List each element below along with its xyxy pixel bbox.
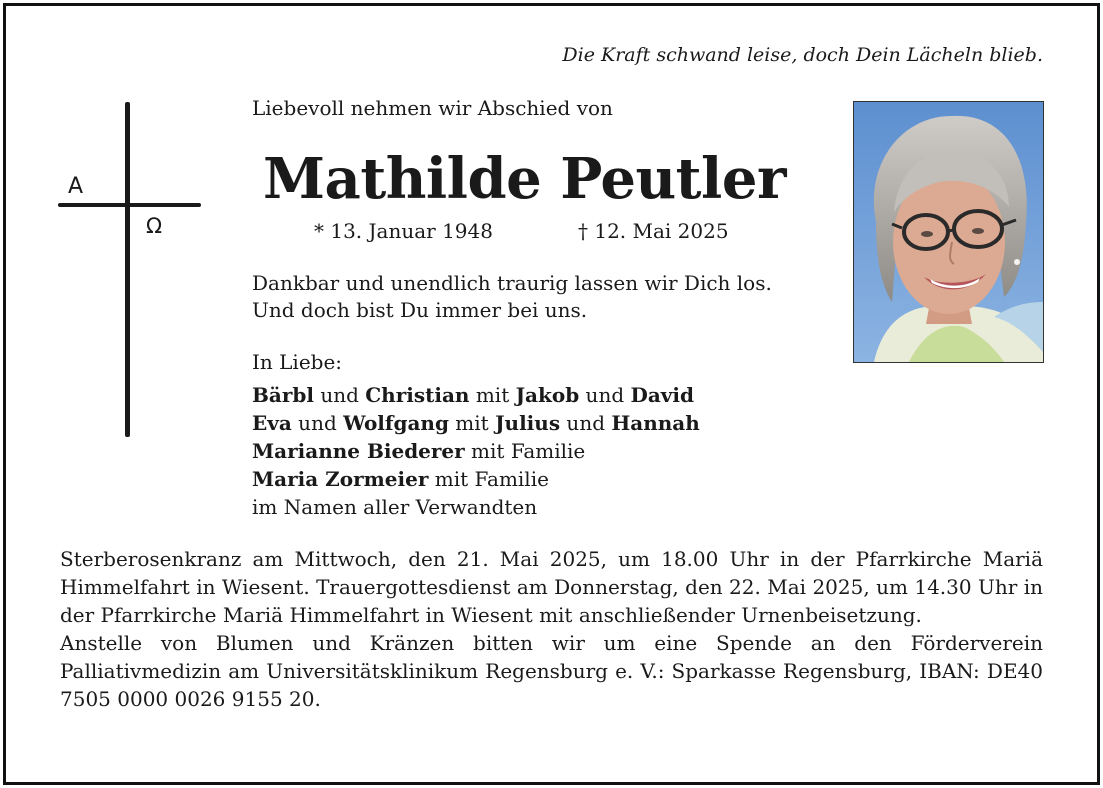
mourner-text: und <box>560 411 612 435</box>
service-details <box>60 545 1043 713</box>
cross-alpha-omega-icon <box>58 100 203 440</box>
mourner-name: Christian <box>365 383 470 407</box>
omega-symbol: Ω <box>146 214 163 238</box>
mourner-text: und <box>291 411 344 435</box>
mourner-text: mit Familie <box>464 439 586 463</box>
mourner-name: Hannah <box>611 411 700 435</box>
birth-date: * 13. Januar 1948 <box>314 219 493 243</box>
portrait-image <box>854 102 1043 362</box>
mourner-name: Bärbl <box>252 383 314 407</box>
alpha-symbol: A <box>68 174 84 199</box>
mourner-line <box>252 409 700 437</box>
cross-vertical-bar <box>125 102 130 437</box>
mourner-text: im Namen aller Verwandten <box>252 495 538 519</box>
mourner-line <box>252 381 700 409</box>
mourner-name: Marianne Biederer <box>252 439 465 463</box>
mourner-name: Eva <box>252 411 292 435</box>
mourner-text: und <box>313 383 366 407</box>
mourner-name: Maria Zormeier <box>252 467 429 491</box>
mourner-line <box>252 465 700 493</box>
intro-text: Liebevoll nehmen wir Abschied von <box>252 96 613 120</box>
mourner-text: mit <box>469 383 516 407</box>
mourners-list <box>252 381 700 521</box>
portrait-photo <box>853 101 1044 363</box>
mourner-text: und <box>579 383 631 407</box>
mourner-text: mit <box>448 411 496 435</box>
farewell-paragraph: Dankbar und unendlich traurig lassen wir Dich los. Und doch bist Du immer bei uns. <box>252 271 772 322</box>
mourner-name: David <box>630 383 694 407</box>
mourner-text: mit Familie <box>428 467 549 491</box>
donation-paragraph: Anstelle von Blumen und Kränzen bitten wir um eine Spende an den Förderverein Palliativmedizin am Universitätsklinikum Regensburg e. V.: Sparkasse Regensburg, IBAN: DE40 7505 0000 0026 9155 20. <box>60 631 1043 711</box>
death-date: † 12. Mai 2025 <box>578 219 729 243</box>
mourner-name: Jakob <box>515 383 580 407</box>
service-paragraph: Sterberosenkranz am Mittwoch, den 21. Mai 2025, um 18.00 Uhr in der Pfarrkirche Mariä Himmelfahrt in Wiesent. Trauergottesdienst am Donnerstag, den 22. Mai 2025, um 14.30 Uhr in der Pfarrkirche Mariä Himmelfahrt in Wiesent mit anschließender Urnenbeisetzung. <box>60 547 1043 627</box>
mourner-name: Julius <box>495 411 561 435</box>
mourner-line <box>252 437 700 465</box>
mourner-name: Wolfgang <box>343 411 449 435</box>
cross-horizontal-bar <box>58 203 201 207</box>
in-love-label: In Liebe: <box>252 350 343 374</box>
deceased-name: Mathilde Peutler <box>263 146 786 212</box>
mourner-line <box>252 493 700 521</box>
motto: Die Kraft schwand leise, doch Dein Lächeln blieb. <box>562 44 1043 66</box>
